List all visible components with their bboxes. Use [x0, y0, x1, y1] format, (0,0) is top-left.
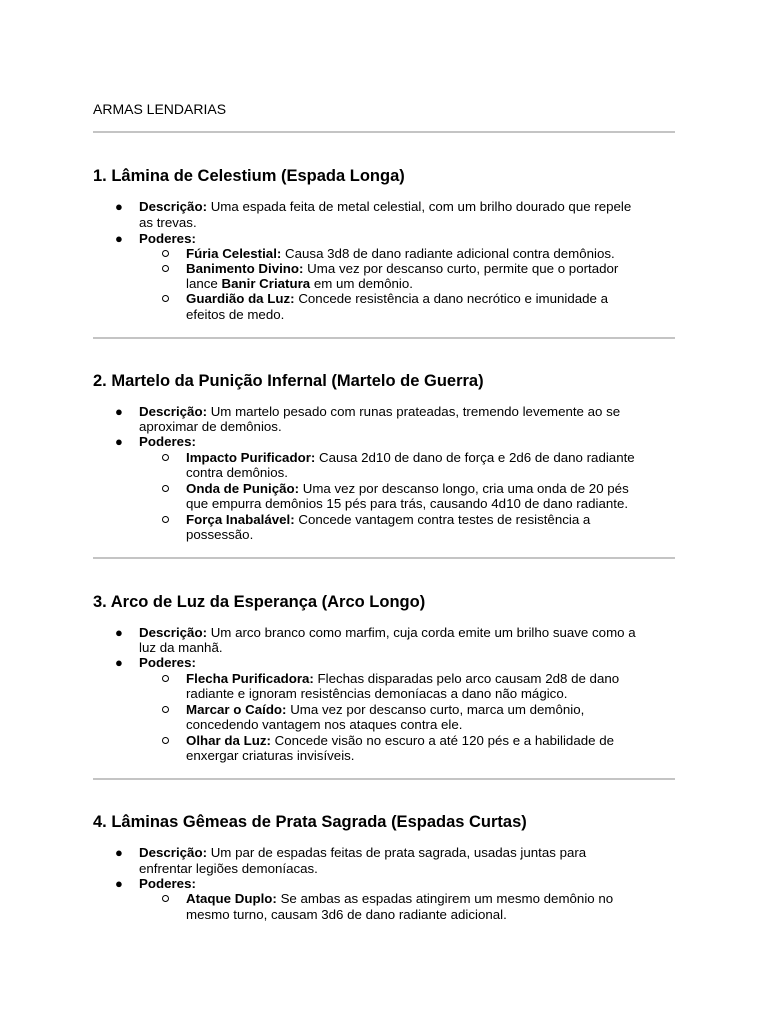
weapon-title: 1. Lâmina de Celestium (Espada Longa): [93, 167, 405, 185]
description-line: enfrentar legiões demoníacas.: [139, 861, 318, 876]
bullet-icon: ●: [115, 845, 123, 860]
description-line: luz da manhã.: [139, 640, 223, 655]
document-title: ARMAS LENDARIAS: [93, 101, 227, 117]
description-line: Descrição: Um martelo pesado com runas prateadas, tremendo levemente ao se: [139, 404, 621, 419]
power-line: que empurra demônios 15 pés para trás, causando 4d10 de dano radiante.: [186, 496, 629, 511]
power-line: Onda de Punição: Uma vez por descanso longo, cria uma onda de 20 pés: [186, 481, 629, 496]
power-line: Marcar o Caído: Uma vez por descanso curto, marca um demônio,: [186, 702, 585, 717]
power-line: Impacto Purificador: Causa 2d10 de dano de força e 2d6 de dano radiante: [186, 450, 635, 465]
bullet-icon: ●: [115, 404, 123, 419]
circle-bullet-icon: [162, 454, 169, 461]
power-line: lance Banir Criatura em um demônio.: [186, 276, 413, 291]
powers-label: Poderes:: [139, 231, 196, 246]
power-line: concedendo vantagem nos ataques contra ele.: [186, 717, 463, 732]
circle-bullet-icon: [162, 706, 169, 713]
description-line: aproximar de demônios.: [139, 419, 282, 434]
description-line: as trevas.: [139, 215, 197, 230]
powers-label: Poderes:: [139, 876, 196, 891]
description-line: Descrição: Um arco branco como marfim, cuja corda emite um brilho suave como a: [139, 625, 636, 640]
power-line: Flecha Purificadora: Flechas disparadas pelo arco causam 2d8 de dano: [186, 671, 620, 686]
circle-bullet-icon: [162, 895, 169, 902]
divider: [93, 778, 675, 780]
circle-bullet-icon: [162, 737, 169, 744]
weapon-title: 2. Martelo da Punição Infernal (Martelo de Guerra): [93, 372, 484, 390]
weapon-title: 4. Lâminas Gêmeas de Prata Sagrada (Espadas Curtas): [93, 813, 527, 831]
power-line: efeitos de medo.: [186, 307, 285, 322]
power-line: mesmo turno, causam 3d6 de dano radiante adicional.: [186, 907, 507, 922]
bullet-icon: ●: [115, 655, 123, 670]
power-line: possessão.: [186, 527, 254, 542]
power-line: Fúria Celestial: Causa 3d8 de dano radiante adicional contra demônios.: [186, 246, 615, 261]
circle-bullet-icon: [162, 675, 169, 682]
divider: [93, 337, 675, 339]
circle-bullet-icon: [162, 485, 169, 492]
description-line: Descrição: Um par de espadas feitas de prata sagrada, usadas juntas para: [139, 845, 587, 860]
power-line: radiante e ignoram resistências demoníacas a dano não mágico.: [186, 686, 568, 701]
power-line: Ataque Duplo: Se ambas as espadas atingirem um mesmo demônio no: [186, 891, 614, 906]
powers-label: Poderes:: [139, 655, 196, 670]
power-line: Guardião da Luz: Concede resistência a dano necrótico e imunidade a: [186, 291, 609, 306]
power-line: Olhar da Luz: Concede visão no escuro a até 120 pés e a habilidade de: [186, 733, 614, 748]
description-line: Descrição: Uma espada feita de metal celestial, com um brilho dourado que repele: [139, 199, 632, 214]
power-line: contra demônios.: [186, 465, 288, 480]
bullet-icon: ●: [115, 434, 123, 449]
bullet-icon: ●: [115, 231, 123, 246]
circle-bullet-icon: [162, 516, 169, 523]
circle-bullet-icon: [162, 265, 169, 272]
bullet-icon: ●: [115, 625, 123, 640]
power-line: enxergar criaturas invisíveis.: [186, 748, 355, 763]
divider: [93, 557, 675, 559]
divider: [93, 131, 675, 133]
bullet-icon: ●: [115, 199, 123, 214]
power-line: Banimento Divino: Uma vez por descanso curto, permite que o portador: [186, 261, 619, 276]
powers-label: Poderes:: [139, 434, 196, 449]
circle-bullet-icon: [162, 295, 169, 302]
weapon-title: 3. Arco de Luz da Esperança (Arco Longo): [93, 593, 426, 611]
circle-bullet-icon: [162, 250, 169, 257]
power-line: Força Inabalável: Concede vantagem contra testes de resistência a: [186, 512, 591, 527]
bullet-icon: ●: [115, 876, 123, 891]
